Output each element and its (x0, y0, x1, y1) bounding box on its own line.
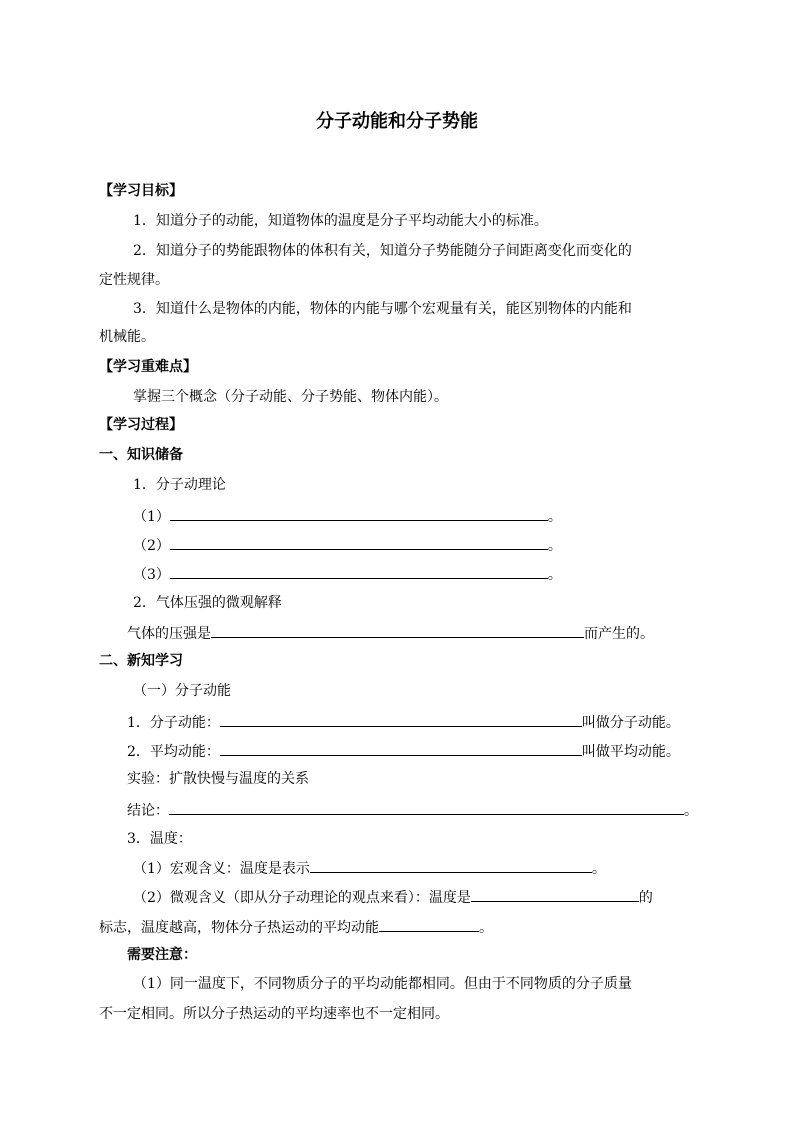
micro-line2-prefix: 标志，温度越高，物体分子热运动的平均动能 (99, 920, 379, 936)
section1-heading: 一、知识储备 (99, 447, 183, 463)
fill-blank[interactable] (471, 886, 639, 902)
definition-prefix: 2．平均动能： (127, 744, 220, 760)
objective-2-line2: 定性规律。 (99, 272, 169, 288)
kinetic-theory-blank-3 (133, 563, 562, 585)
pressure-line (127, 622, 654, 644)
note1-line1: （1）同一温度下，不同物质分子的平均动能都相同。但由于不同物质的分子质量 (133, 976, 632, 992)
micro-meaning-line2 (99, 916, 493, 938)
micro-line2-suffix: 。 (479, 920, 493, 936)
micro-prefix: （2）微观含义（即从分子动理论的观点来看）：温度是 (133, 890, 471, 906)
definition-prefix: 1．分子动能： (127, 715, 220, 731)
period: 。 (547, 509, 562, 525)
objective-2-line1: 2．知道分子的势能跟物体的体积有关，知道分子势能随分子间距离变化而变化的 (133, 243, 632, 259)
blank-label: （3） (133, 567, 170, 583)
fill-blank[interactable] (169, 799, 684, 815)
micro-meaning-line1 (133, 886, 653, 908)
note-heading: 需要注意： (127, 947, 197, 963)
fill-blank[interactable] (211, 622, 584, 638)
pressure-prefix: 气体的压强是 (127, 626, 211, 642)
temperature-heading: 3．温度： (127, 831, 192, 847)
process-heading: 【学习过程】 (99, 417, 183, 433)
macro-meaning-line (133, 857, 606, 879)
fill-blank[interactable] (379, 916, 479, 932)
definition-1 (127, 711, 680, 733)
objectives-heading: 【学习目标】 (99, 183, 183, 199)
fill-blank[interactable] (220, 740, 582, 756)
fill-blank[interactable] (170, 534, 548, 550)
fill-blank[interactable] (310, 857, 592, 873)
experiment-text: 实验：扩散快慢与温度的关系 (127, 771, 309, 787)
definition-suffix: 叫做平均动能。 (581, 744, 680, 760)
macro-suffix: 。 (591, 861, 606, 877)
fill-blank[interactable] (220, 711, 582, 727)
conclusion-line (127, 799, 698, 821)
definition-2 (127, 740, 680, 762)
section1-item2: 2．气体压强的微观解释 (133, 595, 282, 611)
conclusion-suffix: 。 (684, 803, 698, 819)
blank-label: （1） (133, 509, 170, 525)
blank-label: （2） (133, 538, 170, 554)
objective-3-line2: 机械能。 (99, 329, 155, 345)
objective-3-line1: 3．知道什么是物体的内能，物体的内能与哪个宏观量有关，能区别物体的内能和 (133, 301, 632, 317)
kinetic-theory-blank-1 (133, 505, 562, 527)
objective-1: 1．知道分子的动能，知道物体的温度是分子平均动能大小的标准。 (133, 213, 548, 229)
definition-suffix: 叫做分子动能。 (581, 715, 680, 731)
subsection-heading: （一）分子动能 (133, 683, 231, 699)
conclusion-prefix: 结论： (127, 803, 169, 819)
section2-heading: 二、新知学习 (99, 653, 183, 669)
page-title: 分子动能和分子势能 (316, 111, 478, 132)
section1-item1: 1．分子动理论 (133, 477, 226, 493)
period: 。 (547, 567, 562, 583)
fill-blank[interactable] (170, 563, 548, 579)
key-points-text: 掌握三个概念（分子动能、分子势能、物体内能）。 (133, 389, 448, 405)
note1-line2: 不一定相同。所以分子热运动的平均速率也不一定相同。 (99, 1006, 449, 1022)
fill-blank[interactable] (170, 505, 548, 521)
micro-suffix: 的 (638, 890, 653, 906)
period: 。 (547, 538, 562, 554)
macro-prefix: （1）宏观含义：温度是表示 (133, 861, 310, 877)
key-points-heading: 【学习重难点】 (99, 359, 197, 375)
pressure-suffix: 而产生的。 (584, 626, 654, 642)
kinetic-theory-blank-2 (133, 534, 562, 556)
